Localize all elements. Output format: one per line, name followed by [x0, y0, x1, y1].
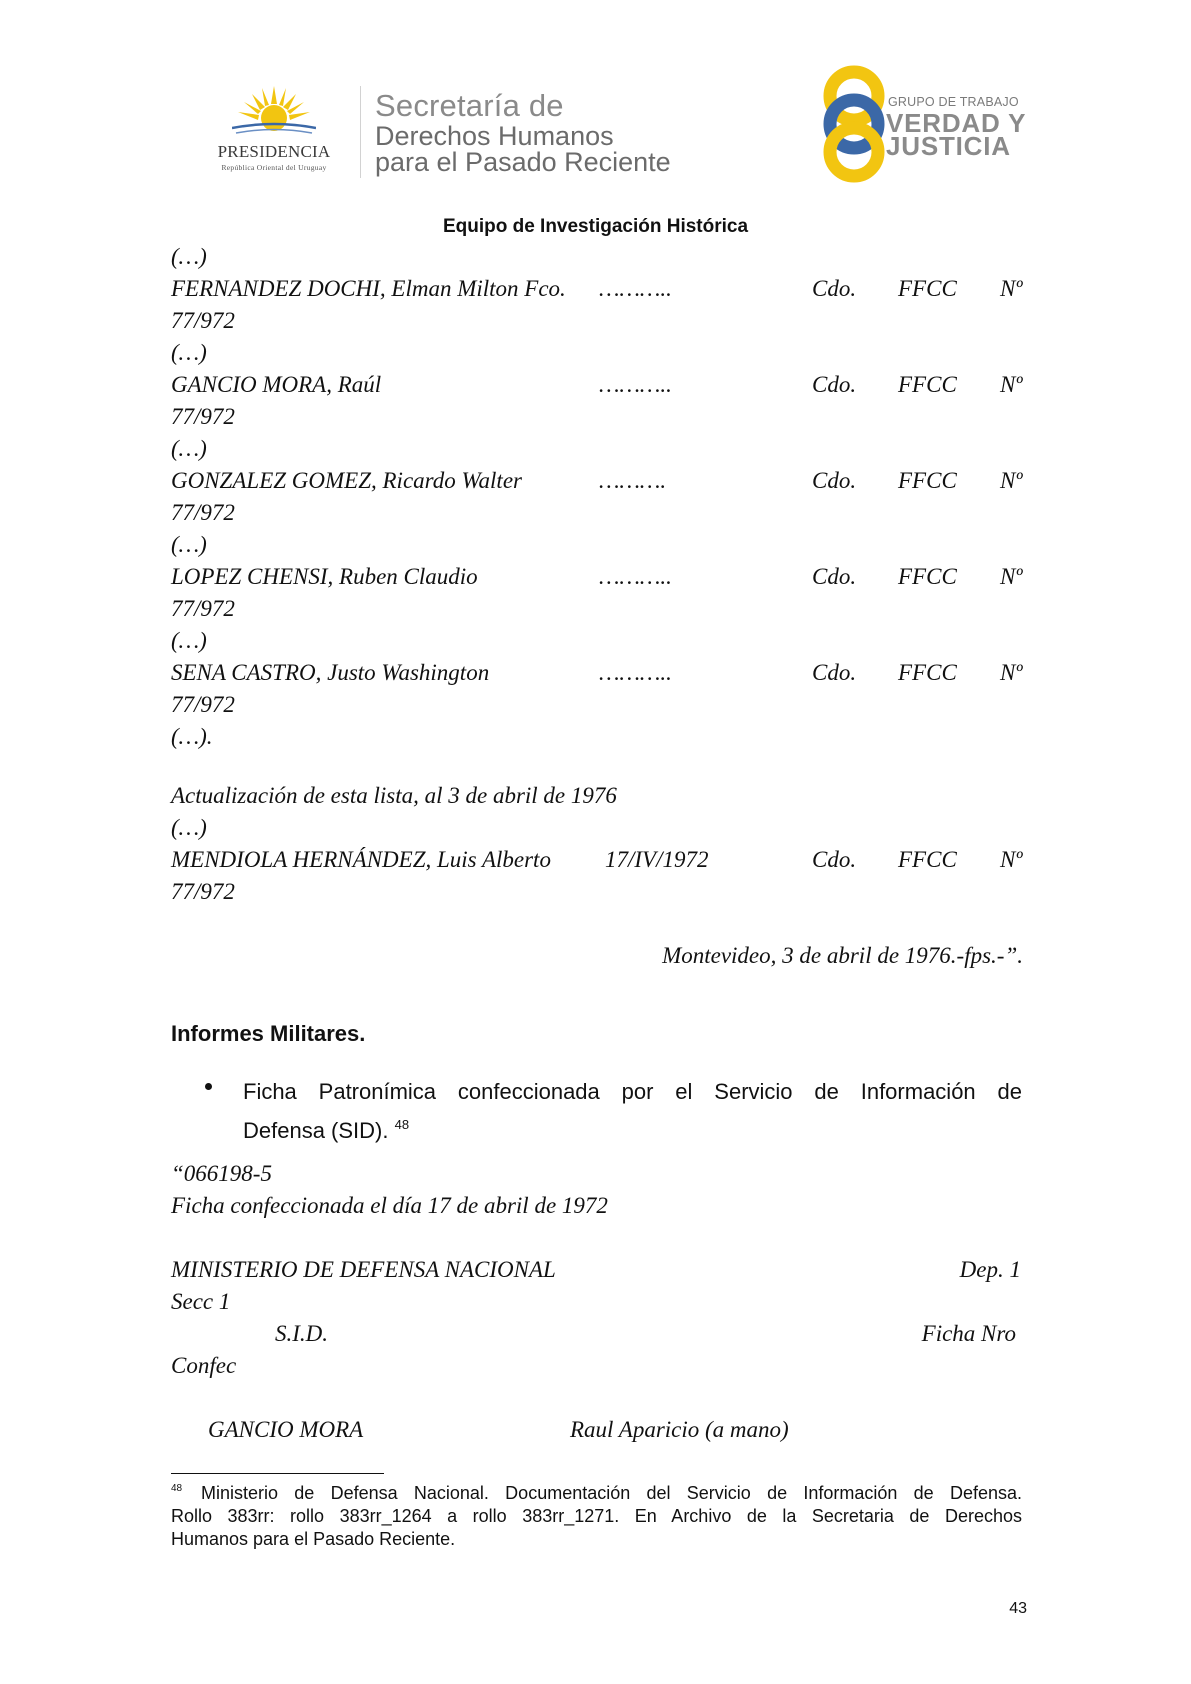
list-entry-no: Nº: [1000, 276, 1023, 301]
list-entry-cdo: Cdo.: [812, 276, 857, 301]
footnote-mark: 48: [171, 1483, 183, 1494]
grupo-small-label: GRUPO DE TRABAJO: [888, 95, 1019, 109]
ficha-surname: GANCIO MORA: [208, 1417, 364, 1442]
list-entry-number: 77/972: [171, 404, 235, 429]
list-entry-number: 77/972: [171, 308, 235, 333]
list-entry-cdo: Cdo.: [812, 372, 857, 397]
list-entry-ffcc: FFCC: [898, 660, 957, 685]
list-entry-number: 77/972: [171, 692, 235, 717]
ficha-confec: Confec: [171, 1353, 237, 1378]
list-entry-ffcc: FFCC: [898, 372, 957, 397]
update-entry-number: 77/972: [171, 879, 235, 904]
bullet-text-line2: [243, 1108, 409, 1147]
footnote-ref: 48: [394, 1117, 410, 1132]
list-entry-ffcc: FFCC: [898, 564, 957, 589]
list-entry-dots: ………..: [599, 564, 672, 589]
list-entry-cdo: Cdo.: [812, 660, 857, 685]
footnote-divider: [171, 1473, 384, 1474]
list-ellipsis: (…): [171, 436, 207, 461]
ficha-sid: S.I.D.: [275, 1321, 329, 1346]
list-entry-dots: ……….: [599, 468, 667, 493]
list-entry-ffcc: FFCC: [898, 468, 957, 493]
ficha-ministry: MINISTERIO DE DEFENSA NACIONAL: [171, 1257, 556, 1282]
list-entry-dots: ………..: [599, 660, 672, 685]
secretaria-line1: Secretaría de: [375, 88, 564, 123]
list-closing: (…).: [171, 724, 213, 749]
footnote-line1: Ministerio de Defensa Nacional. Documentación del Servicio de Información de Defensa.: [201, 1483, 1022, 1503]
update-entry-date: 17/IV/1972: [605, 847, 709, 872]
bullet-icon: [205, 1083, 212, 1090]
list-ellipsis: (…): [171, 628, 207, 653]
list-entry-no: Nº: [1000, 564, 1023, 589]
secretaria-line2: Derechos Humanos: [375, 121, 614, 151]
footnote-line3: Humanos para el Pasado Reciente.: [171, 1529, 456, 1549]
list-ellipsis: (…): [171, 244, 207, 269]
sun-icon: [232, 84, 316, 142]
signoff: Montevideo, 3 de abril de 1976.-fps.-”.: [662, 943, 1023, 968]
presidencia-logo: [196, 84, 352, 176]
ficha-nro-label: Ficha Nro: [921, 1321, 1016, 1346]
secretaria-line3: para el Pasado Reciente: [375, 147, 671, 177]
footnote-line2: Rollo 383rr: rollo 383rr_1264 a rollo 383rr_1271. En Archivo de la Secretaria de Derechos: [171, 1506, 1022, 1526]
update-entry-ffcc: FFCC: [898, 847, 957, 872]
list-entry-cdo: Cdo.: [812, 564, 857, 589]
list-entry-number: 77/972: [171, 596, 235, 621]
section-title: Informes Militares.: [171, 1021, 366, 1046]
update-title: Actualización de esta lista, al 3 de abril de 1976: [171, 783, 617, 808]
list-entry-no: Nº: [1000, 660, 1023, 685]
presidencia-subtitle: República Oriental del Uruguay: [221, 163, 327, 172]
list-entry-name: LOPEZ CHENSI, Ruben Claudio: [171, 564, 478, 589]
list-entry-name: GANCIO MORA, Raúl: [171, 372, 382, 397]
list-entry-name: GONZALEZ GOMEZ, Ricardo Walter: [171, 468, 522, 493]
ficha-given-name: Raul Aparicio (a mano): [570, 1417, 789, 1442]
list-entry-ffcc: FFCC: [898, 276, 957, 301]
bullet-text-line2-content: Defensa (SID).: [243, 1118, 389, 1143]
list-entry-dots: ………..: [599, 372, 672, 397]
list-entry-name: FERNANDEZ DOCHI, Elman Milton Fco.: [171, 276, 566, 301]
ficha-number: “066198-5: [171, 1161, 272, 1186]
list-entry-number: 77/972: [171, 500, 235, 525]
update-entry-no: Nº: [1000, 847, 1023, 872]
list-entry-dots: ………..: [599, 276, 672, 301]
grupo-big-label-1: VERDAD Y: [886, 108, 1027, 138]
page-number: 43: [1009, 1600, 1027, 1617]
header-divider: [360, 86, 361, 178]
update-entry-name: MENDIOLA HERNÁNDEZ, Luis Alberto: [171, 847, 551, 872]
list-ellipsis: (…): [171, 532, 207, 557]
list-entry-name: SENA CASTRO, Justo Washington: [171, 660, 490, 685]
bullet-text-line1: Ficha Patronímica confeccionada por el Servicio de Información de: [243, 1079, 1022, 1104]
ficha-dep: Dep. 1: [959, 1257, 1021, 1282]
list-ellipsis: (…): [171, 340, 207, 365]
presidencia-name: PRESIDENCIA: [217, 142, 331, 161]
list-entry-cdo: Cdo.: [812, 468, 857, 493]
list-ellipsis: (…): [171, 815, 207, 840]
team-title: Equipo de Investigación Histórica: [442, 216, 749, 237]
list-entry-no: Nº: [1000, 372, 1023, 397]
list-entry-no: Nº: [1000, 468, 1023, 493]
ficha-secc: Secc 1: [171, 1289, 231, 1314]
update-entry-cdo: Cdo.: [812, 847, 857, 872]
ficha-date-line: Ficha confeccionada el día 17 de abril de 1972: [171, 1193, 608, 1218]
grupo-big-label-2: JUSTICIA: [886, 131, 1011, 161]
